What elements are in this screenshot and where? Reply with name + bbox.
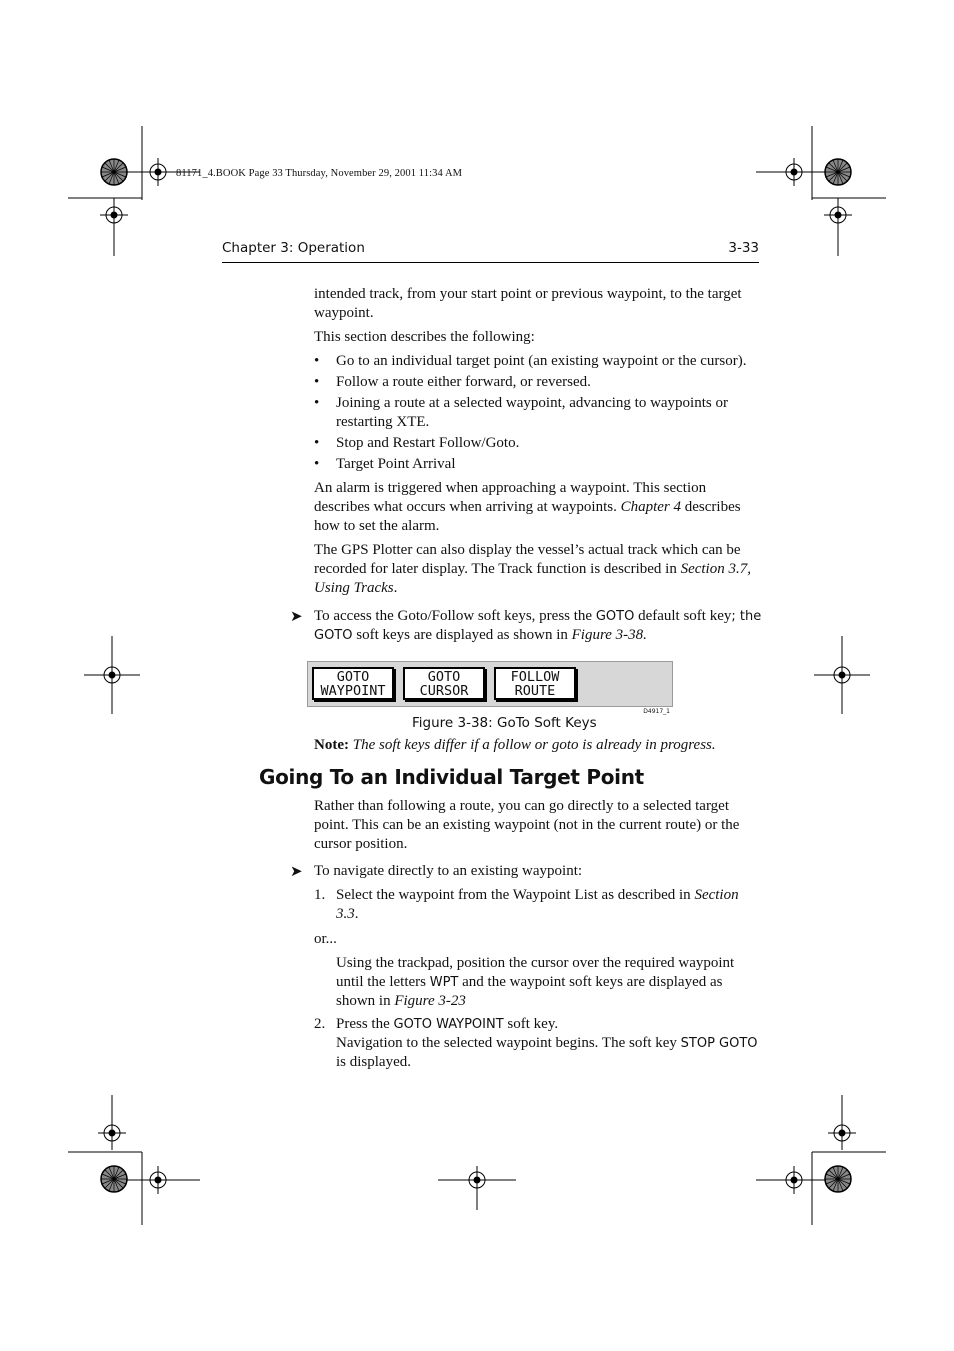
soft-key-goto-cursor: GOTO CURSOR bbox=[403, 667, 485, 700]
figure-code: D4917_1 bbox=[643, 708, 670, 715]
figure-caption: Figure 3-38: GoTo Soft Keys bbox=[412, 715, 597, 731]
soft-key-figure bbox=[307, 661, 673, 715]
chapter-title: Chapter 3: Operation bbox=[222, 240, 365, 256]
intro-paragraph: intended track, from your start point or previous waypoint, to the target waypoint. bbox=[314, 286, 742, 322]
heading-paragraph: Rather than following a route, you can go directly to a selected target point. This can be an existing waypoint (not in the current route) or the cursor position. bbox=[314, 798, 740, 853]
running-header bbox=[222, 240, 759, 263]
arrow-bullet-icon: ➤ bbox=[290, 607, 303, 625]
arrow-bullet-icon: ➤ bbox=[290, 862, 303, 880]
soft-key-follow-route: FOLLOW ROUTE bbox=[494, 667, 576, 700]
note: Note: The soft keys differ if a follow or goto is already in progress. bbox=[314, 737, 716, 753]
section-description: This section describes the following: bbox=[314, 329, 535, 345]
section-heading: Going To an Individual Target Point bbox=[259, 765, 644, 789]
trackpad-paragraph: Using the trackpad, position the cursor over the required waypoint until the letters WPT and the waypoint soft keys are displayed as shown in Figure 3-23 bbox=[336, 955, 735, 1010]
page-number: 3-33 bbox=[728, 240, 759, 256]
or-text: or... bbox=[314, 931, 337, 947]
alarm-paragraph: An alarm is triggered when approaching a waypoint. This section describes what occurs when arriving at waypoints. Chapter 4 describes how to set the alarm. bbox=[314, 480, 741, 535]
soft-key-goto-waypoint: GOTO WAYPOINT bbox=[312, 667, 394, 700]
track-paragraph: The GPS Plotter can also display the vessel’s actual track which can be recorded for later display. The Track function is described in Section 3.7, Using Tracks. bbox=[314, 542, 751, 597]
book-slug: 81171_4.BOOK Page 33 Thursday, November 29, 2001 11:34 AM bbox=[176, 168, 463, 179]
